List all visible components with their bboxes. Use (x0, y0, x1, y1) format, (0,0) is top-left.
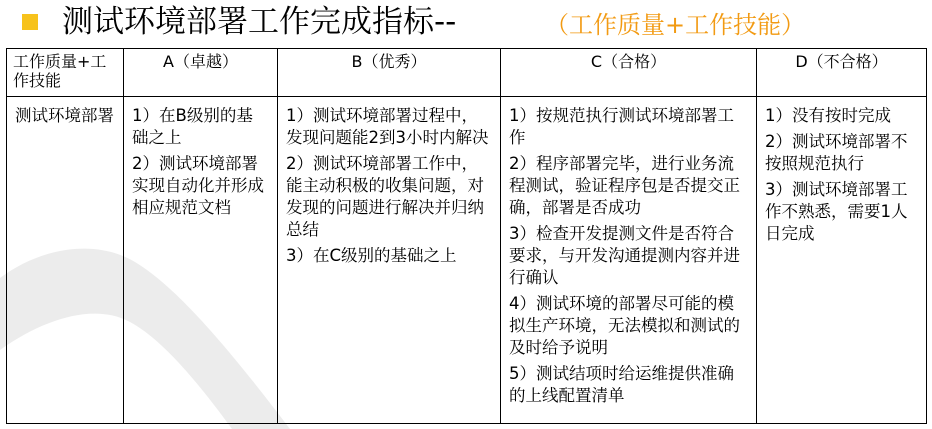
cell-level-d (757, 97, 927, 424)
criteria-item: 1）没有按时完成 (765, 106, 891, 125)
row-label: 测试环境部署 (7, 97, 124, 424)
criteria-item: 1）在B级别的基础之上 (132, 106, 253, 147)
criteria-item: 1）按规范执行测试环境部署工作 (509, 106, 734, 147)
level-header-a: A（卓越） (124, 49, 278, 97)
bullet-square-icon (22, 14, 38, 30)
page-subtitle: （工作质量+工作技能） (545, 11, 806, 39)
criteria-item: 2）测试环境部署实现自动化并形成相应规范文档 (132, 154, 264, 217)
criteria-item: 3）测试环境部署工作不熟悉，需要1人日完成 (765, 180, 908, 243)
level-header-b: B（优秀） (278, 49, 501, 97)
criteria-item: 3）在C级别的基础之上 (286, 246, 457, 265)
criteria-item: 2）程序部署完毕，进行业务流程测试，验证程序包是否提交正确，部署是否成功 (509, 154, 740, 217)
level-header-d: D（不合格） (757, 49, 927, 97)
cell-level-a (124, 97, 278, 424)
criteria-item: 3）检查开发提测文件是否符合要求，与开发沟通提测内容并进行确认 (509, 224, 740, 287)
criteria-item: 4）测试环境的部署尽可能的模拟生产环境，无法模拟和测试的及时给予说明 (509, 294, 740, 357)
table-row (7, 97, 927, 424)
criteria-item: 5）测试结项时给运维提供准确的上线配置清单 (509, 364, 734, 405)
corner-header: 工作质量+工作技能 (7, 49, 124, 97)
level-header-c: C（合格） (501, 49, 757, 97)
cell-level-b (278, 97, 501, 424)
criteria-item: 2）测试环境部署不按照规范执行 (765, 132, 908, 173)
page-title: 测试环境部署工作完成指标-- (62, 4, 457, 40)
cell-level-c (501, 97, 757, 424)
title-bar (0, 0, 932, 46)
criteria-item: 2）测试环境部署工作中，能主动积极的收集问题，对发现的问题进行解决并归纳总结 (286, 154, 484, 239)
criteria-table (6, 48, 927, 424)
header-row (7, 49, 927, 97)
criteria-item: 1）测试环境部署过程中，发现问题能2到3小时内解决 (286, 106, 489, 147)
